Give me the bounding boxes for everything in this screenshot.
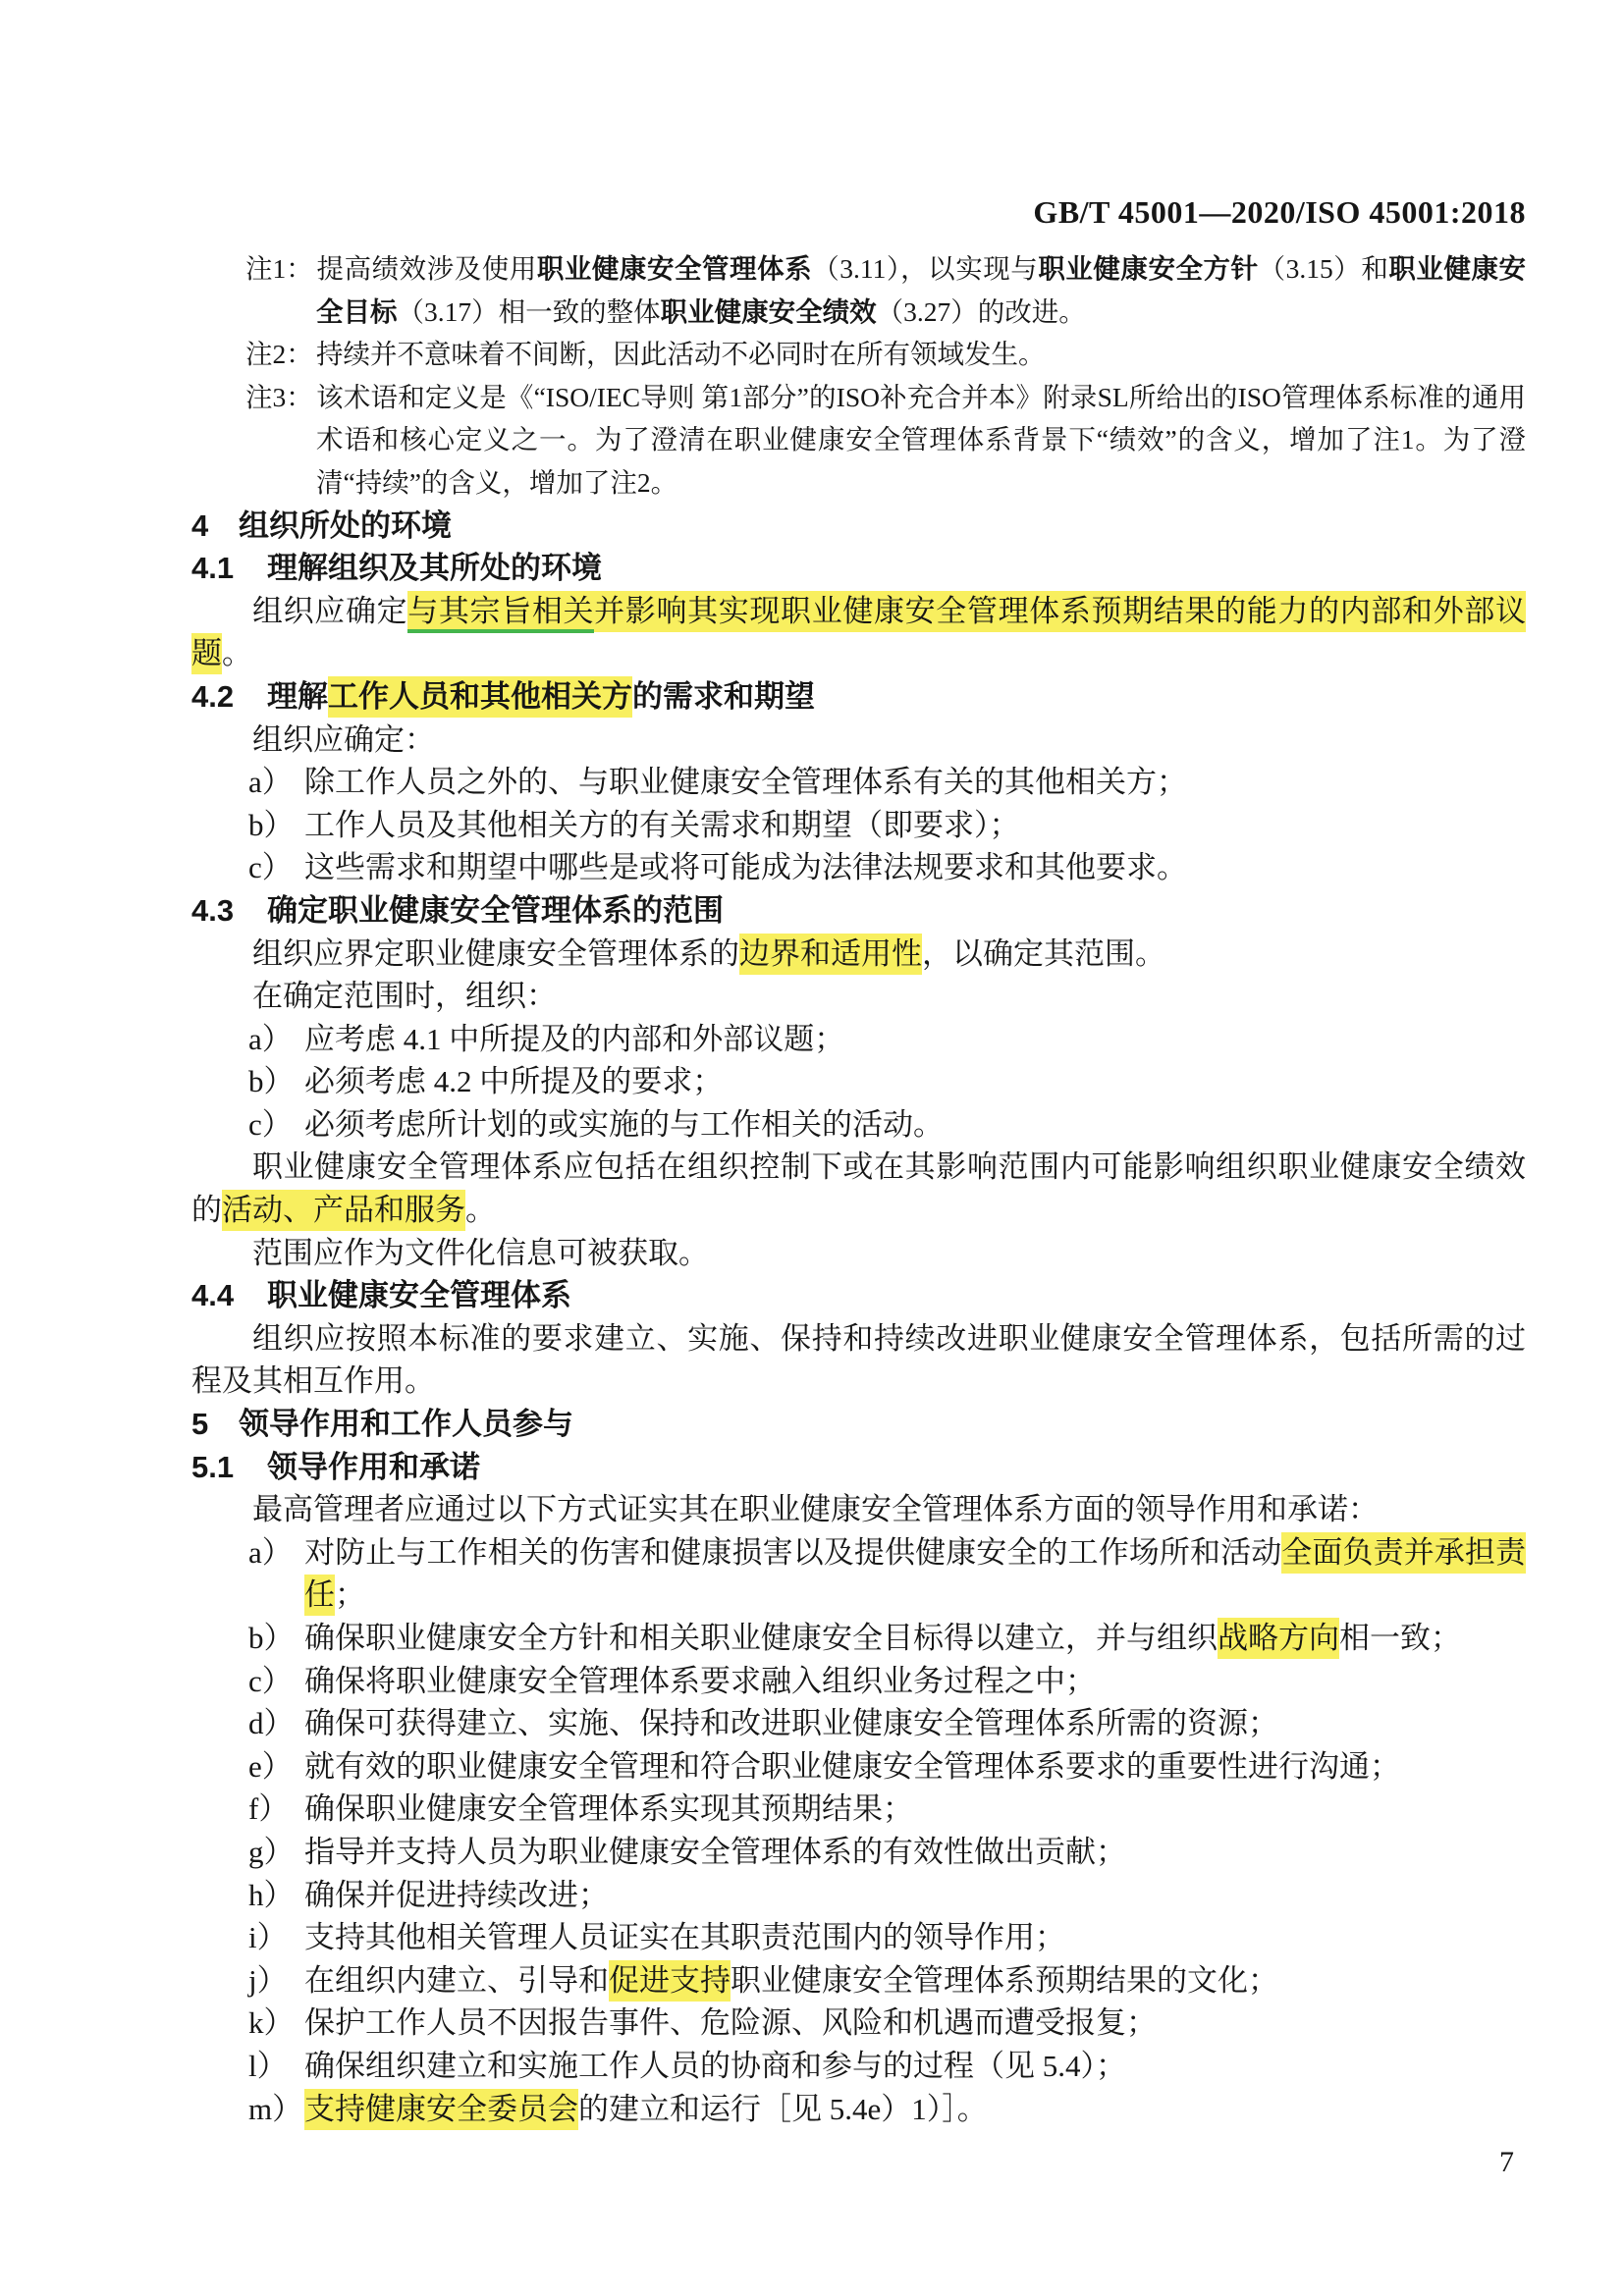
clause-number: 4.1 xyxy=(191,551,235,586)
subclause-heading xyxy=(191,889,1526,933)
note xyxy=(245,333,1526,376)
text-run: 范围应作为文件化信息可被获取。 xyxy=(252,1235,709,1270)
list-item xyxy=(248,1831,1526,1874)
item-label: f） xyxy=(248,1791,290,1827)
text-run: （3.11），以实现与 xyxy=(812,253,1039,284)
item-label: m） xyxy=(248,2091,303,2126)
text-run: 。 xyxy=(465,1193,496,1228)
text-run: 支持其他相关管理人员证实在其职责范围内的领导作用； xyxy=(304,1920,1065,1955)
subclause-heading xyxy=(191,675,1526,719)
clause-heading xyxy=(191,1403,1526,1446)
text-run: 职业健康安全管理体系应包括在组织控制下或在其影响范围内可能影响组织职业健康安全绩效的 xyxy=(191,1149,1526,1228)
paragraph xyxy=(191,975,1526,1018)
note-label: 注1： xyxy=(245,253,313,284)
clause-heading xyxy=(191,505,1526,548)
list-item xyxy=(248,1874,1526,1917)
list-item xyxy=(248,1617,1526,1660)
text-run: 的建立和运行［见 5.4e）1）］。 xyxy=(578,2091,988,2126)
text-run: 最高管理者应通过以下方式证实其在职业健康安全管理体系方面的领导作用和承诺： xyxy=(252,1492,1379,1527)
text-run: 相一致； xyxy=(1339,1621,1461,1655)
list-item xyxy=(248,761,1526,804)
text-run: 组织应按照本标准的要求建立、实施、保持和持续改进职业健康安全管理体系，包括所需的过程及其相互作用。 xyxy=(191,1320,1526,1399)
text-run: 应考虑 4.1 中所提及的内部和外部议题； xyxy=(304,1021,845,1056)
highlighted-text: 边界和适用性 xyxy=(739,934,922,975)
text-run: 对防止与工作相关的伤害和健康损害以及提供健康安全的工作场所和活动 xyxy=(304,1534,1282,1570)
item-label: b） xyxy=(248,807,295,842)
text-run: 领导作用和承诺 xyxy=(267,1449,480,1484)
text-run: 职业健康安全管理体系预期结果的文化； xyxy=(731,1962,1278,1998)
text-run: 职业健康安全管理体系 xyxy=(267,1278,571,1313)
text-run: 确保将职业健康安全管理体系要求融入组织业务过程之中； xyxy=(304,1663,1096,1698)
text-run: 就有效的职业健康安全管理和符合职业健康安全管理体系要求的重要性进行沟通； xyxy=(304,1748,1400,1784)
item-label: a） xyxy=(248,1021,293,1056)
item-label: c） xyxy=(248,850,293,885)
text-run: 该术语和定义是《“ISO/IEC导则 第1部分”的ISO补充合并本》附录SL所给出的ISO管理体系标准的通用术语和核心定义之一。为了澄清在职业健康安全管理体系背景下“绩效”的含义，增加了注1。为了澄清“持续”的含义，增加了注2。 xyxy=(316,381,1526,498)
list-item xyxy=(248,1745,1526,1789)
highlighted-text: 战略方向 xyxy=(1218,1618,1339,1659)
text-run: 保护工作人员不因报告事件、危险源、风险和机遇而遭受报复； xyxy=(304,2005,1157,2041)
highlighted-text: 活动、产品和服务 xyxy=(222,1190,465,1231)
text-run: 领导作用和工作人员参与 xyxy=(239,1407,573,1442)
text-run: 的需求和期望 xyxy=(632,678,815,714)
clause-number: 5 xyxy=(191,1407,209,1442)
item-label: b） xyxy=(248,1621,295,1655)
text-run: ； xyxy=(335,1577,365,1613)
subclause-heading xyxy=(191,1446,1526,1489)
list-item xyxy=(248,1702,1526,1745)
text-run: 确保可获得建立、实施、保持和改进职业健康安全管理体系所需的资源； xyxy=(304,1706,1278,1741)
item-label: d） xyxy=(248,1706,295,1741)
item-label: b） xyxy=(248,1064,295,1099)
list-item xyxy=(248,846,1526,889)
list-item xyxy=(248,2002,1526,2045)
clause-number: 4.3 xyxy=(191,892,235,928)
item-label: l） xyxy=(248,2048,288,2083)
paragraph xyxy=(191,1146,1526,1231)
note-label: 注2： xyxy=(245,339,313,370)
list-item xyxy=(248,2045,1526,2088)
page-number: 7 xyxy=(1499,2146,1514,2178)
clause-number: 4 xyxy=(191,507,209,543)
item-label: j） xyxy=(248,1962,288,1998)
text-run: （3.15）和 xyxy=(1258,253,1389,284)
text-run: 确保职业健康安全方针和相关职业健康安全目标得以建立，并与组织 xyxy=(304,1621,1218,1655)
text-run: 在组织内建立、引导和 xyxy=(304,1962,609,1998)
text-run: ，以确定其范围。 xyxy=(922,935,1165,971)
text-run: 。 xyxy=(222,636,252,671)
highlighted-text: 促进支持 xyxy=(609,1960,731,2002)
page-header-standard-code: GB/T 45001—2020/ISO 45001:2018 xyxy=(1033,194,1526,230)
bold-term: 职业健康安全方针 xyxy=(1038,253,1259,284)
text-run: 组织应确定： xyxy=(252,721,435,757)
paragraph xyxy=(191,933,1526,976)
list-item xyxy=(248,1103,1526,1147)
text-run: 提高绩效涉及使用 xyxy=(316,253,537,284)
text-run: 组织应确定 xyxy=(252,593,408,628)
list-item xyxy=(248,1531,1526,1617)
list-item xyxy=(248,1060,1526,1103)
text-run: 确保并促进持续改进； xyxy=(304,1877,609,1912)
text-run: 指导并支持人员为职业健康安全管理体系的有效性做出贡献； xyxy=(304,1834,1126,1869)
subclause-heading xyxy=(191,547,1526,590)
note xyxy=(245,247,1526,333)
list-item xyxy=(248,1660,1526,1703)
bold-term: 职业健康安全目标 xyxy=(316,253,1527,327)
text-run: 确保组织建立和实施工作人员的协商和参与的过程（见 5.4）； xyxy=(304,2048,1126,2083)
highlighted-text: 全面负责并承担责任 xyxy=(304,1532,1526,1617)
text-run: 理解组织及其所处的环境 xyxy=(267,551,602,586)
subclause-heading xyxy=(191,1274,1526,1317)
item-label: a） xyxy=(248,1534,293,1570)
item-label: c） xyxy=(248,1106,293,1142)
item-label: e） xyxy=(248,1748,293,1784)
text-run: 持续并不意味着不间断，因此活动不必同时在所有领域发生。 xyxy=(316,339,1046,370)
text-run: 确定职业健康安全管理体系的范围 xyxy=(267,892,724,928)
paragraph xyxy=(191,719,1526,762)
item-label: i） xyxy=(248,1920,288,1955)
text-run: 确保职业健康安全管理体系实现其预期结果； xyxy=(304,1791,913,1827)
list-item xyxy=(248,804,1526,847)
highlighted-text: 支持健康安全委员会 xyxy=(304,2089,578,2130)
list-item xyxy=(248,1916,1526,1959)
text-run: 工作人员及其他相关方的有关需求和期望（即要求）； xyxy=(304,807,1020,842)
document-flow xyxy=(191,247,1526,2130)
clause-number: 4.4 xyxy=(191,1278,235,1313)
text-run: 必须考虑 4.2 中所提及的要求； xyxy=(304,1064,724,1099)
text-run: 组织应界定职业健康安全管理体系的 xyxy=(252,935,739,971)
note xyxy=(245,376,1526,505)
highlighted-text: 与其宗旨相关 xyxy=(407,591,594,633)
clause-number: 4.2 xyxy=(191,678,235,714)
text-run: 必须考虑所计划的或实施的与工作相关的活动。 xyxy=(304,1106,944,1142)
highlighted-text: 工作人员和其他相关方 xyxy=(328,676,632,718)
bold-term: 职业健康安全管理体系 xyxy=(536,253,813,284)
text-run: 组织所处的环境 xyxy=(239,507,452,543)
list-item xyxy=(248,1959,1526,2002)
text-run: （3.27）的改进。 xyxy=(876,295,1086,327)
clause-number: 5.1 xyxy=(191,1449,235,1484)
text-run: （3.17）相一致的整体 xyxy=(397,295,661,327)
text-run: 理解 xyxy=(267,678,328,714)
paragraph xyxy=(191,1317,1526,1403)
item-label: h） xyxy=(248,1877,295,1912)
paragraph xyxy=(191,1488,1526,1531)
text-run: 除工作人员之外的、与职业健康安全管理体系有关的其他相关方； xyxy=(304,765,1187,800)
item-label: k） xyxy=(248,2005,295,2041)
list-item xyxy=(248,1018,1526,1061)
bold-term: 职业健康安全绩效 xyxy=(660,295,877,327)
paragraph xyxy=(191,590,1526,675)
highlighted-text: 并影响其实现职业健康安全管理体系预期结果的能力的内部和外部议题 xyxy=(191,591,1526,675)
text-run: 这些需求和期望中哪些是或将可能成为法律法规要求和其他要求。 xyxy=(304,850,1187,885)
item-label: g） xyxy=(248,1834,295,1869)
paragraph xyxy=(191,1232,1526,1275)
list-item xyxy=(248,2088,1526,2131)
item-label: c） xyxy=(248,1663,293,1698)
text-run: 在确定范围时，组织： xyxy=(252,979,557,1014)
item-label: a） xyxy=(248,765,293,800)
note-label: 注3： xyxy=(245,381,313,412)
list-item xyxy=(248,1788,1526,1831)
